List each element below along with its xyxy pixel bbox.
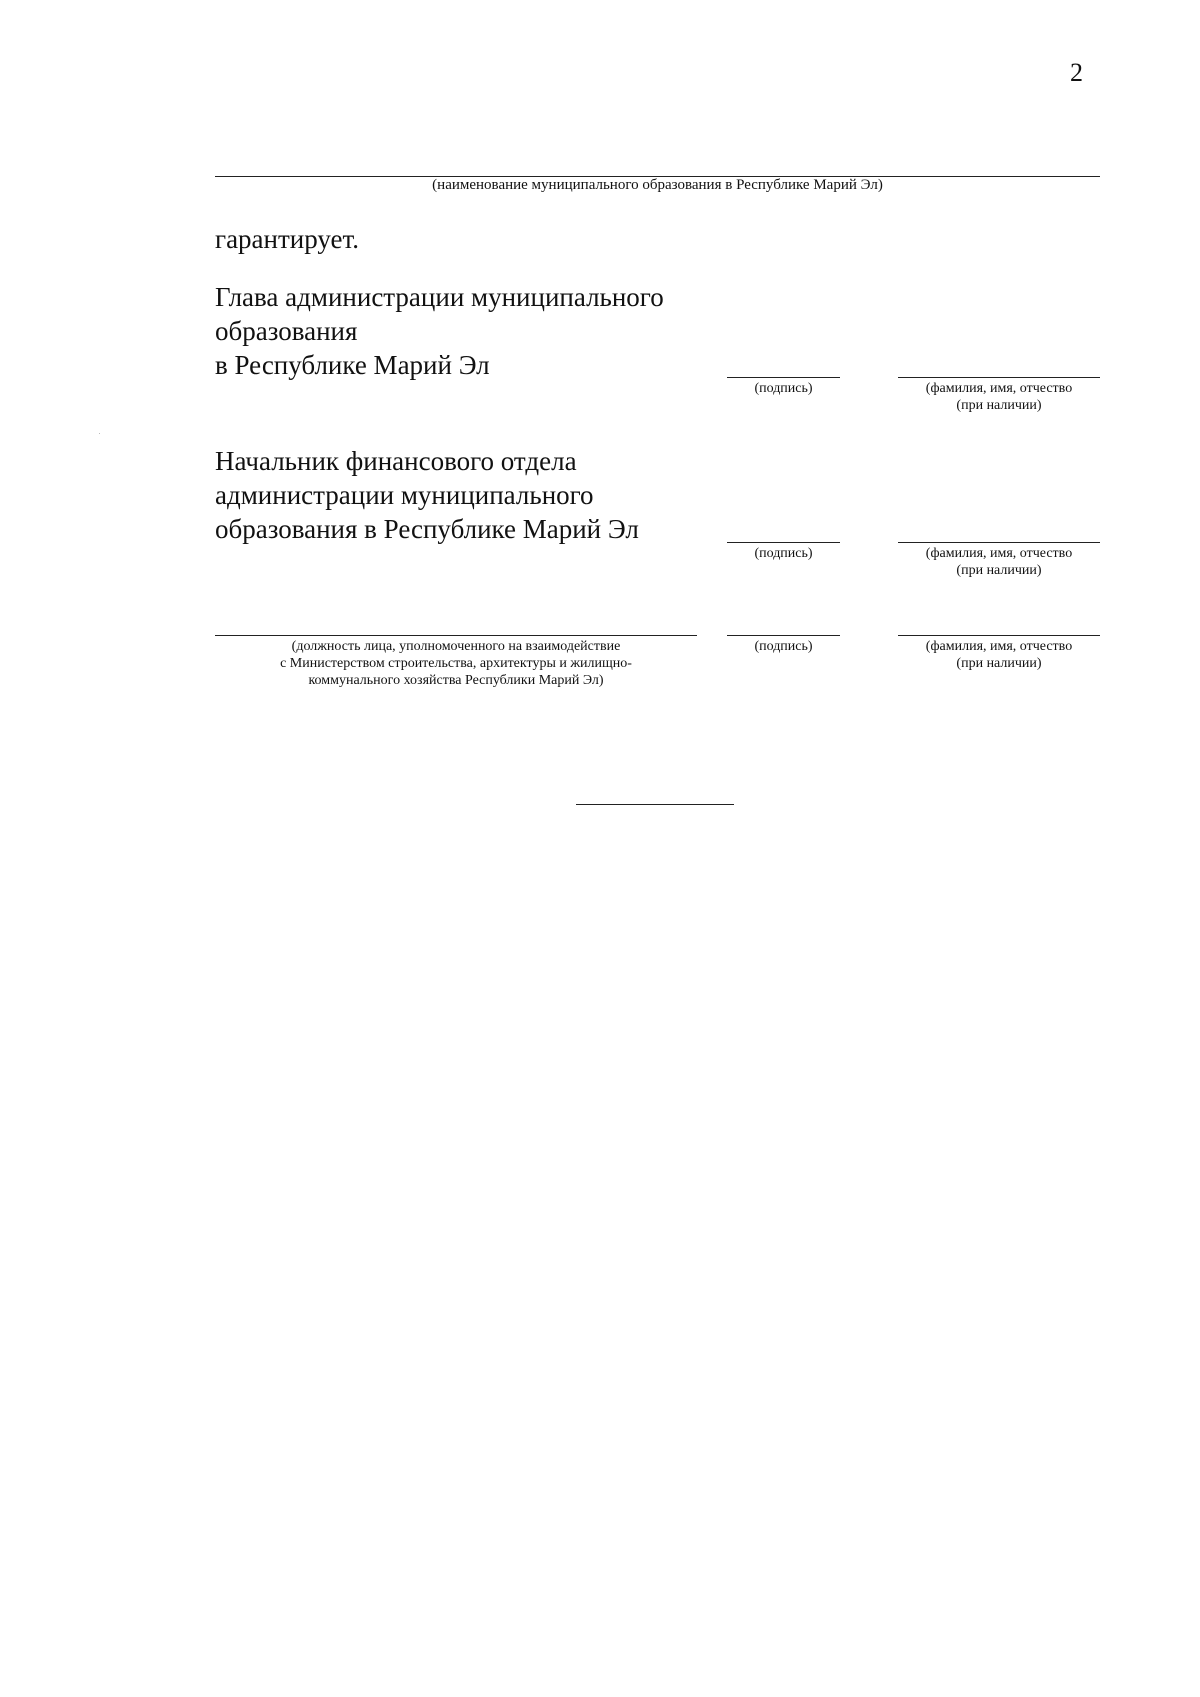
signatory-1-title [215,280,735,382]
page-number: 2 [1070,58,1083,87]
signatory-3-position-line [215,635,697,636]
caption-line: (при наличии) [956,398,1042,413]
signatory-1-name-caption [898,380,1100,414]
signatory-2-name-line [898,542,1100,543]
title-line: администрации муниципального [215,480,594,510]
signatory-3-name-line [898,635,1100,636]
title-line: образования в Республике Марий Эл [215,514,639,544]
caption-line: коммунального хозяйства Республики Марий Эл) [308,673,604,688]
signatory-3-signature-caption: (подпись) [754,639,813,654]
caption-line: (при наличии) [956,656,1042,671]
signatory-1-signature-caption: (подпись) [754,381,813,396]
signatory-1-name-line [898,377,1100,378]
caption-line: (при наличии) [956,563,1042,578]
caption-line: с Министерством строительства, архитектуры и жилищно- [280,656,632,671]
caption-line: (фамилия, имя, отчество [925,546,1073,561]
title-line: Начальник финансового отдела [215,446,577,476]
caption-line: (фамилия, имя, отчество [925,381,1073,396]
signatory-2-signature-caption: (подпись) [754,546,813,561]
caption-line: (должность лица, уполномоченного на взаимодействие [291,639,621,654]
signatory-2-signature-line [727,542,840,543]
signatory-2-name-caption [898,545,1100,579]
municipality-caption: (наименование муниципального образования в Республике Марий Эл) [432,177,883,193]
signatory-3-name-caption [898,638,1100,672]
title-line: образования [215,316,358,346]
closing-separator [576,804,734,805]
caption-line: (фамилия, имя, отчество [925,639,1073,654]
signatory-3-position-caption [215,638,697,689]
title-line: Глава администрации муниципального [215,282,664,312]
scan-mark [99,433,100,434]
guarantee-text: гарантирует. [215,224,360,254]
signatory-1-signature-line [727,377,840,378]
title-line: в Республике Марий Эл [215,350,490,380]
signatory-3-signature-line [727,635,840,636]
signatory-2-title [215,444,735,546]
